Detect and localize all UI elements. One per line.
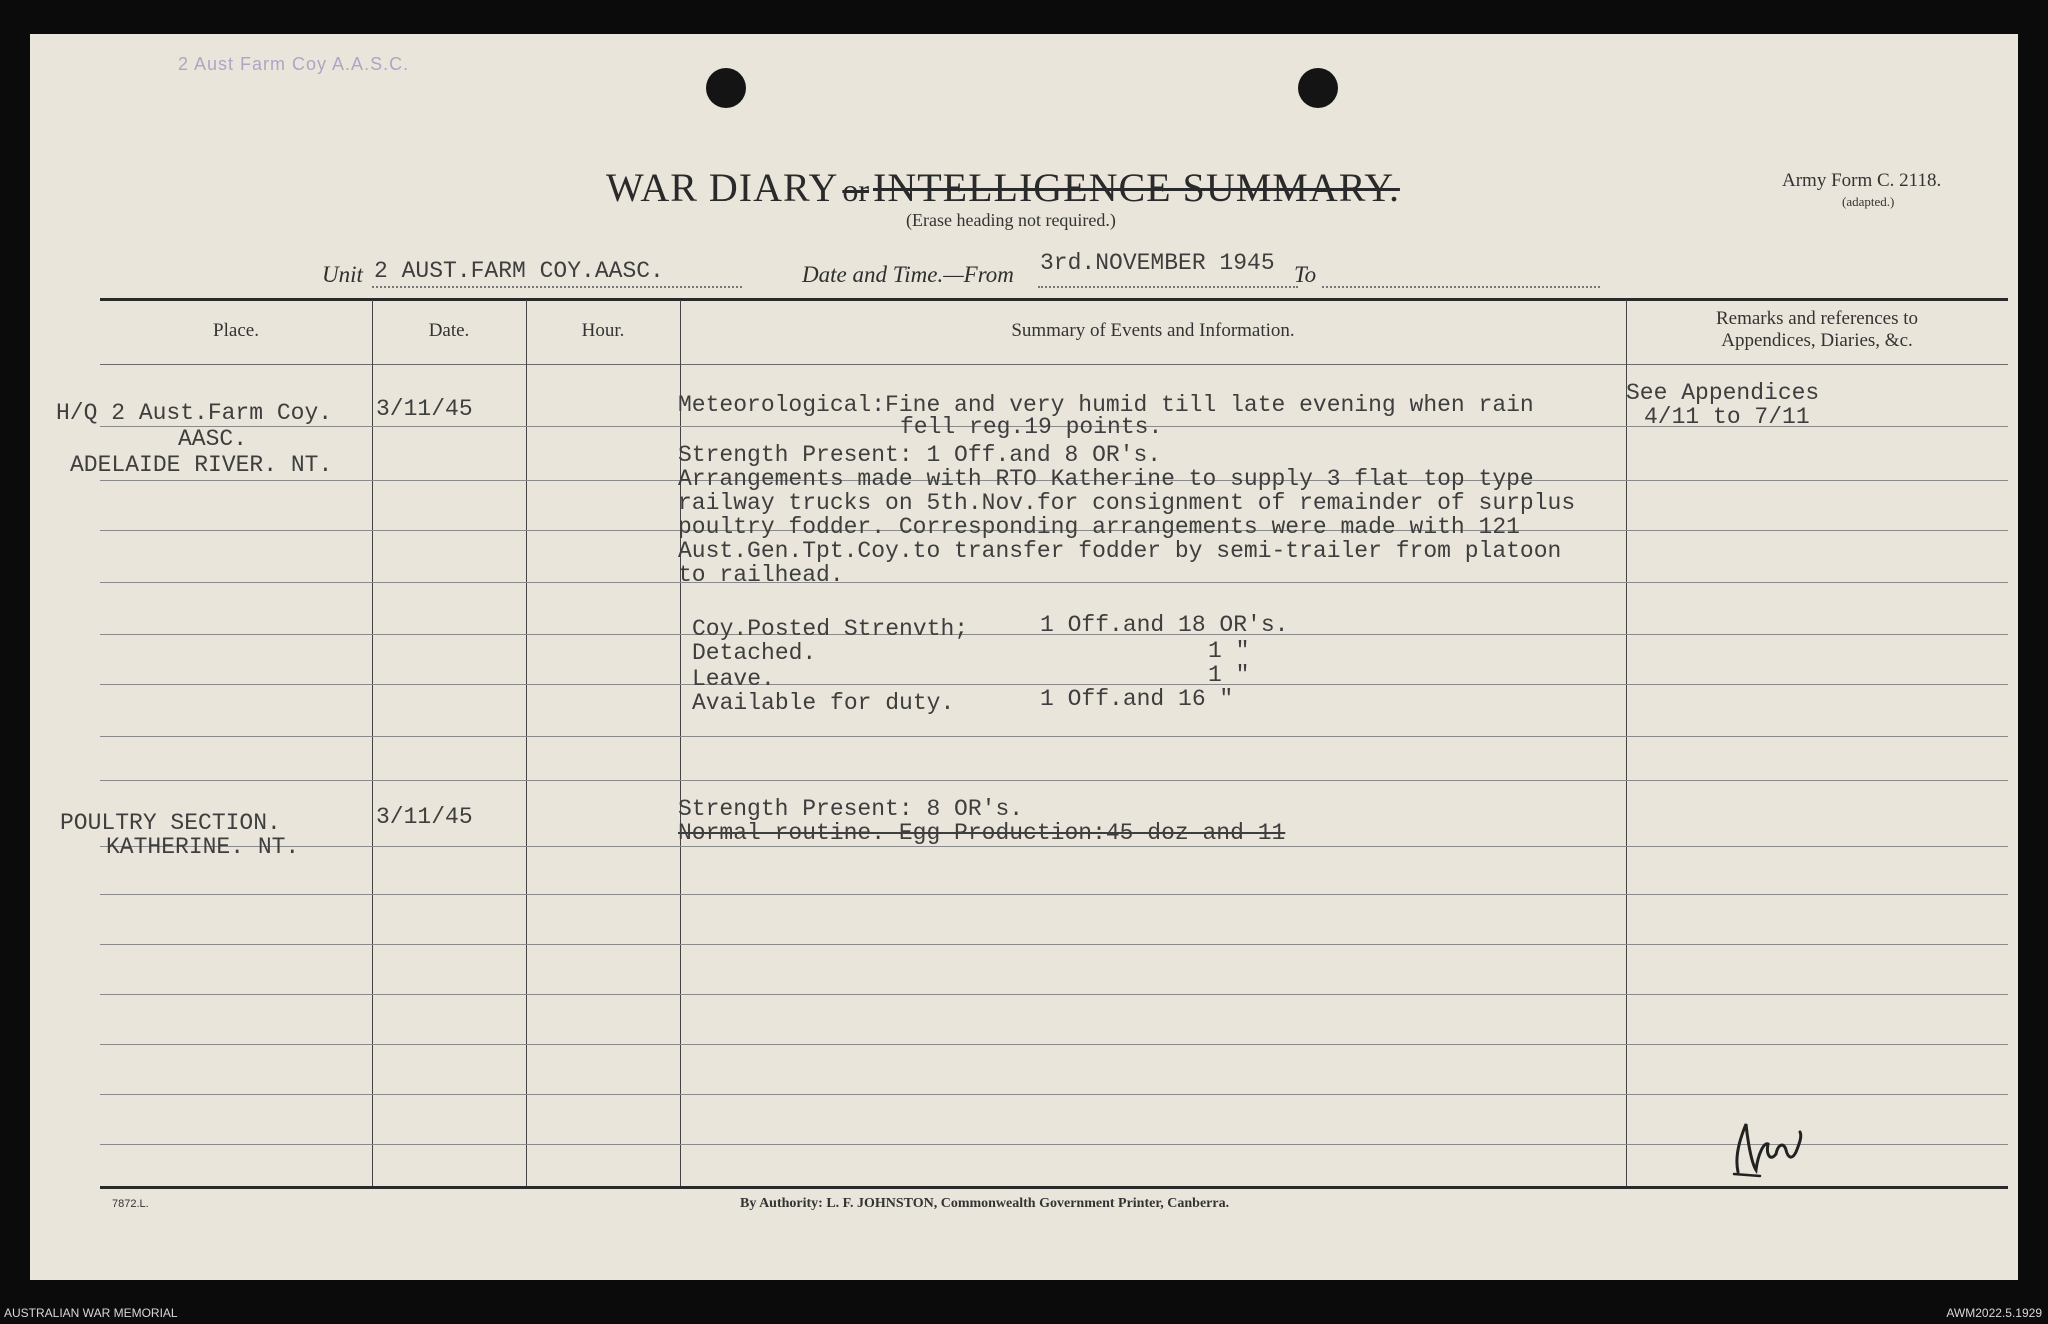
table-bottom-rule	[100, 1186, 2008, 1189]
strength-label-4: Available for duty.	[692, 690, 955, 716]
entry2-date: 3/11/45	[376, 804, 473, 830]
col-head-summary: Summary of Events and Information.	[1011, 320, 1295, 341]
ruled-line-11	[100, 944, 2008, 945]
strength-label-2: Detached.	[692, 640, 817, 666]
ruled-line-8	[100, 780, 2008, 781]
punch-hole-left	[706, 68, 746, 108]
entry1-summary-line-7: Aust.Gen.Tpt.Coy.to transfer fodder by semi-trailer from platoon	[678, 538, 1562, 564]
header-bottom-rule	[100, 364, 2008, 365]
army-form-sub: (adapted.)	[1842, 194, 1895, 209]
col-divider-hour	[680, 300, 681, 1186]
entry2-summary-line-1: Strength Present: 8 OR's.	[678, 796, 1024, 822]
archive-reference: AWM2022.5.1929	[1946, 1306, 2042, 1320]
col-head-remarks-2: Appendices, Diaries, &c.	[1721, 330, 1913, 351]
col-head-remarks-1: Remarks and references to	[1715, 308, 1919, 329]
col-head-hour: Hour.	[581, 320, 625, 341]
entry2-place-2: KATHERINE. NT.	[106, 834, 300, 860]
ruled-line-6	[100, 684, 2008, 685]
ruled-line-9	[100, 846, 2008, 847]
entry1-summary-line-2: fell reg.19 points.	[900, 414, 1163, 440]
col-head-place: Place.	[213, 320, 259, 341]
signature-initials	[1730, 1114, 1810, 1184]
ruled-line-12	[100, 994, 2008, 995]
unit-dots	[372, 286, 742, 288]
army-form-number: Army Form C. 2118.	[1782, 170, 1942, 191]
from-value: 3rd.NOVEMBER 1945	[1040, 250, 1275, 276]
strength-value-3: 1 "	[1208, 662, 1250, 688]
entry1-summary-line-8: to railhead.	[678, 562, 844, 588]
to-dots	[1322, 286, 1600, 288]
from-dots	[1038, 286, 1298, 288]
entry1-date: 3/11/45	[376, 396, 473, 422]
entry2-summary-line-2: Normal routine. Egg Production:45 doz and 11	[678, 820, 1286, 846]
erase-note: (Erase heading not required.)	[906, 210, 1116, 230]
ruled-line-7	[100, 736, 2008, 737]
entry1-summary-line-3: Strength Present: 1 Off.and 8 OR's.	[678, 442, 1162, 468]
col-divider-place	[372, 300, 373, 1186]
strength-value-4: 1 Off.and 16 "	[1040, 686, 1234, 712]
entry1-place-2: AASC.	[178, 426, 248, 452]
ruled-line-4	[100, 582, 2008, 583]
strength-value-1: 1 Off.and 18 OR's.	[1040, 612, 1289, 638]
entry1-summary-line-1: Meteorological:Fine and very humid till late evening when rain	[678, 392, 1534, 418]
entry1-summary-line-6: poultry fodder. Corresponding arrangements were made with 121	[678, 514, 1520, 540]
remarks-line-1: See Appendices	[1626, 380, 1820, 406]
strength-label-3: Leave.	[692, 666, 775, 692]
title-war-diary: WAR DIARY	[606, 165, 839, 210]
form-code: 7872.L.	[112, 1198, 149, 1210]
entry1-summary-line-5: railway trucks on 5th.Nov.for consignment of remainder of surplus	[678, 490, 1576, 516]
unit-value: 2 AUST.FARM COY.AASC.	[374, 258, 664, 284]
strength-label-1: Coy.Posted Strenvth;	[692, 616, 969, 642]
entry2-place-1: POULTRY SECTION.	[60, 810, 281, 836]
page-title	[606, 164, 1400, 211]
title-or-struck: or	[842, 172, 869, 208]
punch-hole-right	[1298, 68, 1338, 108]
col-head-date: Date.	[428, 320, 470, 341]
unit-stamp: 2 Aust Farm Coy A.A.S.C.	[178, 54, 410, 74]
printer-authority: By Authority: L. F. JOHNSTON, Commonwealth Government Printer, Canberra.	[740, 1196, 1230, 1211]
to-label: To	[1294, 262, 1317, 287]
ruled-line-13	[100, 1044, 2008, 1045]
col-divider-date	[526, 300, 527, 1186]
ruled-line-14	[100, 1094, 2008, 1095]
col-divider-summary	[1626, 300, 1627, 1186]
strength-value-2: 1 "	[1208, 638, 1250, 664]
entry1-place-1: H/Q 2 Aust.Farm Coy.	[56, 400, 333, 426]
date-time-label: Date and Time.—From	[802, 262, 1014, 287]
remarks-line-2: 4/11 to 7/11	[1644, 404, 1810, 430]
title-intelligence-struck: INTELLIGENCE SUMMARY.	[873, 165, 1400, 210]
entry1-place-3: ADELAIDE RIVER. NT.	[70, 452, 333, 478]
ruled-line-10	[100, 894, 2008, 895]
table-top-rule	[100, 298, 2008, 301]
archive-credit: AUSTRALIAN WAR MEMORIAL	[4, 1306, 178, 1320]
entry1-summary-line-4: Arrangements made with RTO Katherine to supply 3 flat top type	[678, 466, 1534, 492]
unit-label: Unit	[322, 262, 363, 287]
diary-sheet	[30, 34, 2018, 1280]
ruled-line-15	[100, 1144, 2008, 1145]
